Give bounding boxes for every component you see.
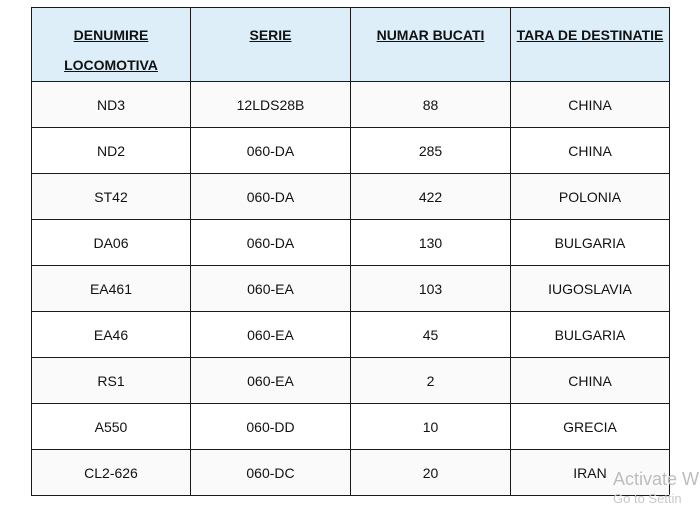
cell-tara: IRAN: [511, 450, 670, 496]
table-row: [32, 358, 670, 404]
table-row: [32, 404, 670, 450]
cell-tara: IUGOSLAVIA: [511, 266, 670, 312]
cell-serie: 060-DA: [191, 128, 351, 174]
cell-denumire: ND3: [32, 82, 191, 128]
cell-numar: 130: [351, 220, 511, 266]
cell-numar: 10: [351, 404, 511, 450]
table-row: [32, 128, 670, 174]
cell-serie: 060-EA: [191, 312, 351, 358]
cell-serie: 060-DC: [191, 450, 351, 496]
cell-serie: 060-DA: [191, 174, 351, 220]
header-tara-de-destinatie: TARA DE DESTINATIE: [511, 8, 670, 82]
cell-denumire: EA46: [32, 312, 191, 358]
cell-denumire: EA461: [32, 266, 191, 312]
header-serie: SERIE: [191, 8, 351, 82]
cell-tara: CHINA: [511, 358, 670, 404]
table-row: [32, 266, 670, 312]
table-row: [32, 312, 670, 358]
header-row: [32, 8, 670, 82]
activation-watermark-subtitle: Go to Settin: [613, 491, 682, 506]
cell-tara: POLONIA: [511, 174, 670, 220]
cell-numar: 2: [351, 358, 511, 404]
cell-denumire: DA06: [32, 220, 191, 266]
cell-numar: 422: [351, 174, 511, 220]
cell-tara: CHINA: [511, 82, 670, 128]
cell-tara: BULGARIA: [511, 220, 670, 266]
cell-serie: 12LDS28B: [191, 82, 351, 128]
table-row: [32, 450, 670, 496]
cell-numar: 285: [351, 128, 511, 174]
cell-numar: 103: [351, 266, 511, 312]
cell-serie: 060-DA: [191, 220, 351, 266]
header-denumire-locomotiva: DENUMIRE LOCOMOTIVA: [32, 8, 191, 82]
cell-tara: CHINA: [511, 128, 670, 174]
cell-denumire: ND2: [32, 128, 191, 174]
cell-numar: 45: [351, 312, 511, 358]
table-row: [32, 82, 670, 128]
cell-serie: 060-DD: [191, 404, 351, 450]
cell-denumire: ST42: [32, 174, 191, 220]
cell-numar: 88: [351, 82, 511, 128]
header-numar-bucati: NUMAR BUCATI: [351, 8, 511, 82]
cell-serie: 060-EA: [191, 266, 351, 312]
cell-serie: 060-EA: [191, 358, 351, 404]
cell-tara: BULGARIA: [511, 312, 670, 358]
table-row: [32, 220, 670, 266]
cell-numar: 20: [351, 450, 511, 496]
cell-denumire: CL2-626: [32, 450, 191, 496]
locomotive-table: [31, 7, 670, 496]
table-body: [32, 82, 670, 496]
activation-watermark-title: Activate W: [613, 469, 700, 489]
table-header: [32, 8, 670, 82]
cell-denumire: A550: [32, 404, 191, 450]
cell-tara: GRECIA: [511, 404, 670, 450]
table-row: [32, 174, 670, 220]
cell-denumire: RS1: [32, 358, 191, 404]
